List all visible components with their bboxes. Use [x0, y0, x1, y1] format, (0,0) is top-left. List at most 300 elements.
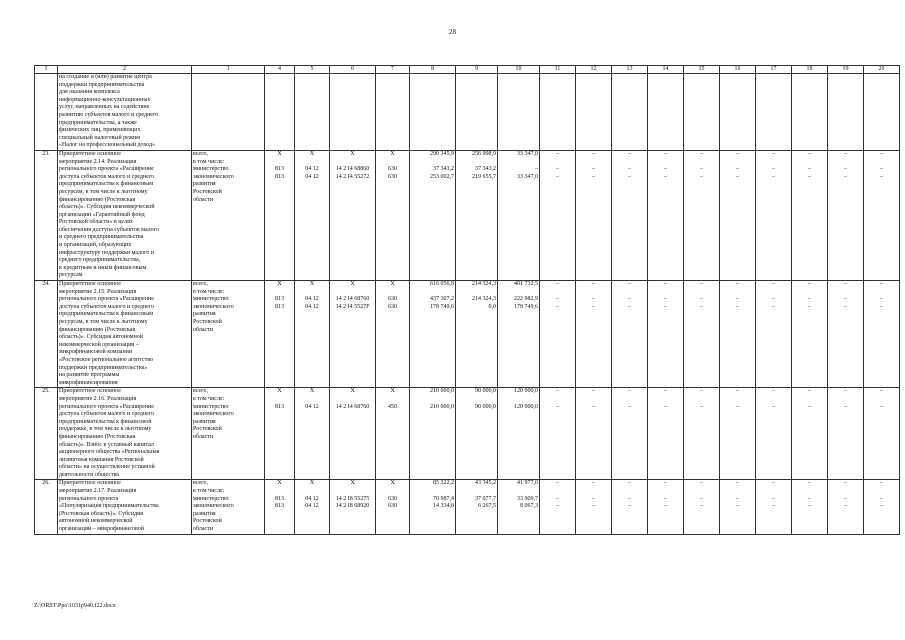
amount-2022-cell: [498, 281, 540, 388]
year-amount-cell: [828, 281, 864, 388]
dash-value: –: [664, 150, 667, 157]
dash-value: –: [664, 388, 667, 395]
row-number: 24.: [35, 281, 58, 388]
dash-value: –: [772, 388, 775, 395]
year-amount-cell: [720, 281, 756, 388]
dash-value: –: [880, 173, 883, 180]
section-code-cell: [295, 388, 330, 480]
expense-type-code-cell: [376, 388, 410, 480]
grbs-code: 813: [275, 403, 284, 410]
amount-2022-cell: [498, 388, 540, 480]
spacer: [377, 159, 408, 167]
spacer: [377, 396, 408, 404]
year-amount-cell: [792, 150, 828, 280]
dash-value: –: [664, 403, 667, 410]
dash-value: –: [664, 296, 667, 303]
col-num: 12: [576, 66, 612, 74]
dash-value: –: [736, 166, 739, 173]
year-amount-cell: [864, 150, 900, 280]
section-code: 04 12: [305, 173, 319, 180]
dash-value: –: [772, 403, 775, 410]
grbs-code-cell: [265, 480, 295, 534]
amount-2021-cell: [456, 388, 498, 480]
spacer: [757, 289, 790, 297]
year-amount-cell: [540, 480, 576, 534]
expense-type-code: 630: [388, 495, 397, 502]
spacer: [296, 488, 328, 496]
spacer: [757, 488, 790, 496]
spacer: [829, 396, 862, 404]
year-amount-cell: [792, 388, 828, 480]
spacer: [541, 396, 574, 404]
spacer: [865, 396, 898, 404]
spacer: [793, 159, 826, 167]
spacer: [266, 159, 293, 167]
col-num: 10: [498, 66, 540, 74]
col-num: 20: [864, 66, 900, 74]
col-num: 11: [540, 66, 576, 74]
budget-table: [34, 65, 900, 535]
dash-value: –: [736, 495, 739, 502]
amount-2022-cell: [498, 150, 540, 280]
expense-type-code-cell: [376, 480, 410, 534]
dash-value: –: [700, 495, 703, 502]
spacer: [793, 289, 826, 297]
year-amount-cell: [540, 388, 576, 480]
dash-value: –: [556, 495, 559, 502]
dash-value: –: [556, 303, 559, 310]
dash-value: –: [556, 173, 559, 180]
dash-value: –: [736, 173, 739, 180]
dash-value: –: [844, 388, 847, 395]
dash-value: –: [844, 281, 847, 288]
grbs-code: 813: [275, 296, 284, 303]
amount-2022: –: [535, 166, 538, 173]
dash-value: –: [592, 388, 595, 395]
expense-type-code-cell: [376, 150, 410, 280]
table-row: [35, 150, 900, 280]
year-amount-cell: [612, 388, 648, 480]
dash-value: –: [880, 495, 883, 502]
amount-2021: 90 000,0: [475, 403, 496, 410]
grbs-code-cell: [265, 388, 295, 480]
dash-value: –: [808, 388, 811, 395]
dash-value: –: [556, 403, 559, 410]
measure-description: Приоритетное основное мероприятие 2.14. Реализация регионального проекта «Расширение доступа субъектов малого и среднего предпринимательства к финансовым ресурсам, в том числе к льготному финансированию (Ростовская область)». Субсидия некоммерческой организации «Гарантийный фонд Ростовской области» в целях обеспечения доступа субъектов малого и среднего предпринимательства и организаций, образующих инфраструктуру поддержки малого и среднего предпринимательства, к кредитным и иным финансовым ресурсам: [58, 150, 192, 280]
year-amount-cell: [648, 480, 684, 534]
spacer: [266, 289, 293, 297]
spacer: [721, 159, 754, 167]
spacer: [613, 488, 646, 496]
dash-value: –: [664, 495, 667, 502]
spacer: [296, 396, 328, 404]
dash-value: –: [772, 281, 775, 288]
dash-value: –: [880, 281, 883, 288]
spacer: [541, 289, 574, 297]
dash-value: –: [736, 480, 739, 487]
section-code-cell: [295, 480, 330, 534]
dash-value: –: [592, 303, 595, 310]
year-amount-cell: [720, 480, 756, 534]
column-number-row: [35, 66, 900, 74]
grbs-code: 813: [275, 173, 284, 180]
section-code: 04 12: [305, 303, 319, 310]
year-amount-cell: [684, 150, 720, 280]
amount-2022: 33 347,0: [517, 173, 538, 180]
amount-2022: 401 732,5: [514, 281, 538, 288]
expense-type-code-cell: [376, 281, 410, 388]
dash-value: –: [628, 388, 631, 395]
total-amount: 70 987,4: [433, 495, 454, 502]
year-amount-cell: [828, 388, 864, 480]
amount-2021-cell: [456, 150, 498, 280]
dash-value: –: [700, 281, 703, 288]
year-amount-cell: [540, 281, 576, 388]
grbs-code-cell: [265, 281, 295, 388]
measure-description: Приоритетное основное мероприятие 2.15. Реализация регионального проекта «Расширение доступа субъектов малого и среднего предпринимательства к финансовым ресурсам, в том числе к льготному финансированию (Ростовская область)». Субсидия автономной некоммерческой организации – микрофинансовой компании «Ростовское региональное агентство поддержки предпринимательства» на развитие программы микрофинансирования: [58, 281, 192, 388]
dash-value: –: [880, 403, 883, 410]
executor-total-label: всего, в том числе:: [193, 388, 225, 402]
spacer: [577, 488, 610, 496]
dash-value: –: [556, 150, 559, 157]
spacer: [577, 289, 610, 297]
dash-value: –: [556, 388, 559, 395]
amount-2021: 37 077,7: [475, 495, 496, 502]
col-num: 14: [648, 66, 684, 74]
year-amount-cell: [864, 388, 900, 480]
total-amount: 616 056,8: [430, 281, 454, 288]
executor-total-label: всего, в том числе:: [193, 480, 225, 495]
dash-value: –: [808, 296, 811, 303]
total-amount: 437 307,2: [430, 296, 454, 303]
year-amount-cell: [648, 281, 684, 388]
year-amount-cell: [612, 480, 648, 534]
section-code: 04 12: [305, 166, 319, 173]
total-amount: 253 002,7: [430, 173, 454, 180]
spacer: [613, 159, 646, 167]
section-code: Х: [309, 480, 315, 487]
amount-2021: 256 998,9: [472, 150, 496, 157]
expense-type-code: Х: [390, 150, 395, 157]
row-number: 26.: [35, 480, 58, 534]
year-amount-cell: [756, 150, 792, 280]
target-article-code: Х: [350, 388, 355, 395]
section-code: 04 12: [305, 403, 319, 410]
target-article-code: Х: [350, 480, 355, 487]
spacer: [829, 488, 862, 496]
executor-total-label: всего, в том числе:: [193, 281, 225, 295]
spacer: [541, 159, 574, 167]
dash-value: –: [664, 281, 667, 288]
dash-value: –: [700, 166, 703, 173]
dash-value: –: [556, 281, 559, 288]
dash-value: –: [736, 296, 739, 303]
amount-2022: 222 982,9: [514, 296, 538, 303]
dash-value: –: [628, 166, 631, 173]
col-num: 9: [456, 66, 498, 74]
section-code-cell: [295, 281, 330, 388]
dash-value: –: [772, 173, 775, 180]
grbs-code-cell: [265, 150, 295, 280]
col-num: 3: [192, 66, 265, 74]
dash-value: –: [628, 303, 631, 310]
grbs-code: Х: [277, 150, 282, 157]
dash-value: –: [700, 150, 703, 157]
spacer: [411, 396, 454, 404]
grbs-code: Х: [277, 480, 282, 487]
total-amount: 178 749,6: [430, 303, 454, 310]
col-num: 7: [376, 66, 410, 74]
dash-value: –: [700, 403, 703, 410]
spacer: [499, 396, 538, 404]
measure-description: Приоритетное основное мероприятие 2.16. Реализация регионального проекта «Расширение доступа субъектов малого и среднего предпринимательства к финансовой поддержке, в том числе к льготному финансированию (Ростовская область)». Взнос в уставный капитал акционерного общества «Региональная лизинговая компания Ростовской области» на осуществление уставной деятельности общества: [58, 388, 192, 480]
dash-value: –: [700, 296, 703, 303]
measure-description: Приоритетное основное мероприятие 2.17. Реализация регионального проекта «Популяризация предпринимательства (Ростовская область)». Субсидия автономной некоммерческой организации – микрофинансовой: [58, 480, 192, 534]
col-num: 19: [828, 66, 864, 74]
dash-value: –: [700, 388, 703, 395]
dash-value: –: [844, 303, 847, 310]
year-amount-cell: [684, 480, 720, 534]
executor-name: министерство экономического развития Ростовской области: [193, 403, 234, 440]
total-amount-cell: [410, 480, 456, 534]
year-amount-cell: [756, 281, 792, 388]
spacer: [721, 488, 754, 496]
year-amount-cell: [540, 150, 576, 280]
table-row: [35, 480, 900, 534]
total-amount: 210 000,0: [430, 388, 454, 395]
dash-value: –: [556, 166, 559, 173]
target-article-code-cell: [330, 281, 376, 388]
spacer: [541, 488, 574, 496]
dash-value: –: [808, 495, 811, 502]
col-num: 17: [756, 66, 792, 74]
spacer: [649, 159, 682, 167]
spacer: [296, 159, 328, 167]
dash-value: –: [664, 166, 667, 173]
section-code: 04 12: [305, 503, 319, 510]
row-number: 23.: [35, 150, 58, 280]
executor-cell: [192, 281, 265, 388]
target-article-code: 14 2 I4 68760: [335, 296, 370, 303]
dash-value: –: [736, 303, 739, 310]
dash-value: –: [736, 281, 739, 288]
dash-value: –: [628, 173, 631, 180]
section-code: 04 12: [305, 495, 319, 502]
dash-value: –: [772, 495, 775, 502]
dash-value: –: [556, 480, 559, 487]
table-row: [35, 388, 900, 480]
expense-type-code: 450: [388, 403, 397, 410]
target-article-code: 14 2 I4 68760: [335, 403, 370, 410]
amount-2021: 43 345,2: [475, 480, 496, 487]
dash-value: –: [628, 480, 631, 487]
year-amount-cell: [576, 150, 612, 280]
dash-value: –: [808, 173, 811, 180]
dash-value: –: [772, 150, 775, 157]
col-num: 6: [330, 66, 376, 74]
spacer: [865, 159, 898, 167]
dash-value: –: [736, 150, 739, 157]
year-amount-cell: [720, 388, 756, 480]
spacer: [721, 289, 754, 297]
year-amount-cell: [576, 388, 612, 480]
spacer: [613, 289, 646, 297]
grbs-code: 813: [275, 495, 284, 502]
amount-2021: 0,0: [488, 303, 496, 310]
spacer: [685, 488, 718, 496]
target-article-code-cell: [330, 150, 376, 280]
executor-name: министерство экономического развития Ростовской области: [193, 296, 234, 333]
dash-value: –: [592, 480, 595, 487]
page-number: 28: [449, 28, 456, 36]
grbs-code: 813: [275, 303, 284, 310]
spacer: [377, 488, 408, 496]
dash-value: –: [808, 281, 811, 288]
dash-value: –: [772, 503, 775, 510]
dash-value: –: [592, 403, 595, 410]
year-amount-cell: [576, 281, 612, 388]
year-amount-cell: [612, 150, 648, 280]
dash-value: –: [736, 388, 739, 395]
amount-2022: 178 749,6: [514, 303, 538, 310]
amount-2021-cell: [456, 281, 498, 388]
spacer: [685, 289, 718, 297]
section-code: Х: [309, 281, 315, 288]
measure-description: на создание и (или) развитие центра поддержки предпринимательства для оказания комплекса информационно-консультационных услуг, направленных на содействие развитию субъектов малого и среднего предпринимательства, а также физических лиц, применяющих специальный налоговый режим «Налог на профессиональный доход»: [58, 74, 192, 151]
dash-value: –: [592, 495, 595, 502]
spacer: [499, 289, 538, 297]
section-code: Х: [309, 150, 315, 157]
dash-value: –: [844, 503, 847, 510]
year-amount-cell: [792, 281, 828, 388]
total-amount-cell: [410, 281, 456, 388]
expense-type-code: 630: [388, 166, 397, 173]
spacer: [411, 289, 454, 297]
dash-value: –: [664, 173, 667, 180]
spacer: [331, 396, 374, 404]
expense-type-code: 630: [388, 296, 397, 303]
dash-value: –: [628, 281, 631, 288]
year-amount-cell: [828, 150, 864, 280]
spacer: [499, 488, 538, 496]
dash-value: –: [736, 503, 739, 510]
dash-value: –: [808, 150, 811, 157]
dash-value: –: [592, 150, 595, 157]
row-number: 25.: [35, 388, 58, 480]
executor-cell: [192, 480, 265, 534]
dash-value: –: [772, 296, 775, 303]
total-amount: 210 000,0: [430, 403, 454, 410]
amount-2022: 33 909,7: [517, 495, 538, 502]
dash-value: –: [844, 296, 847, 303]
dash-value: –: [628, 503, 631, 510]
dash-value: –: [628, 296, 631, 303]
expense-type-code: Х: [390, 281, 395, 288]
col-num: 13: [612, 66, 648, 74]
amount-2021: 219 655,7: [472, 173, 496, 180]
amount-2022: 8 067,3: [520, 503, 538, 510]
dash-value: –: [700, 480, 703, 487]
dash-value: –: [808, 403, 811, 410]
col-num: 5: [295, 66, 330, 74]
col-num: 2: [58, 66, 192, 74]
dash-value: –: [700, 303, 703, 310]
target-article-code: 14 2 I8 68920: [335, 503, 370, 510]
amount-2022: 41 977,0: [517, 480, 538, 487]
year-amount-cell: [684, 281, 720, 388]
spacer: [266, 488, 293, 496]
spacer: [865, 488, 898, 496]
spacer: [649, 396, 682, 404]
spacer: [829, 159, 862, 167]
year-amount-cell: [828, 480, 864, 534]
amount-2022: 120 000,0: [514, 388, 538, 395]
year-amount-cell: [864, 480, 900, 534]
spacer: [296, 289, 328, 297]
dash-value: –: [556, 503, 559, 510]
section-code-cell: [295, 150, 330, 280]
spacer: [411, 159, 454, 167]
expense-type-code: 630: [388, 503, 397, 510]
dash-value: –: [664, 503, 667, 510]
spacer: [685, 159, 718, 167]
dash-value: –: [844, 150, 847, 157]
dash-value: –: [592, 503, 595, 510]
expense-type-code: Х: [390, 388, 395, 395]
table-row: [35, 281, 900, 388]
year-amount-cell: [648, 388, 684, 480]
dash-value: –: [700, 503, 703, 510]
spacer: [457, 488, 496, 496]
dash-value: –: [808, 503, 811, 510]
dash-value: –: [844, 166, 847, 173]
grbs-code: 813: [275, 503, 284, 510]
expense-type-code: 630: [388, 173, 397, 180]
dash-value: –: [772, 303, 775, 310]
amount-2021: 90 000,0: [475, 388, 496, 395]
dash-value: –: [844, 173, 847, 180]
spacer: [757, 159, 790, 167]
dash-value: –: [844, 495, 847, 502]
spacer: [793, 488, 826, 496]
amount-2021: 214 324,3: [472, 296, 496, 303]
amount-2022-cell: [498, 480, 540, 534]
dash-value: –: [664, 480, 667, 487]
dash-value: –: [880, 166, 883, 173]
dash-value: –: [844, 480, 847, 487]
spacer: [266, 396, 293, 404]
dash-value: –: [808, 166, 811, 173]
continuation-row: [35, 74, 900, 151]
spacer: [411, 488, 454, 496]
amount-2021: 214 324,3: [472, 281, 496, 288]
spacer: [331, 488, 374, 496]
dash-value: –: [736, 403, 739, 410]
executor-cell: [192, 150, 265, 280]
executor-total-label: всего, в том числе:: [193, 150, 225, 165]
file-path-footer: Z:\ORST\Ppo\1031p940.f22.docx: [34, 603, 116, 609]
col-num: 18: [792, 66, 828, 74]
amount-2021-cell: [456, 480, 498, 534]
target-article-code: 14 2 I4 5527F: [335, 303, 370, 310]
dash-value: –: [880, 150, 883, 157]
year-amount-cell: [648, 150, 684, 280]
spacer: [457, 159, 496, 167]
expense-type-code: Х: [390, 480, 395, 487]
amount-2021: 37 343,2: [475, 166, 496, 173]
year-amount-cell: [684, 388, 720, 480]
dash-value: –: [592, 173, 595, 180]
